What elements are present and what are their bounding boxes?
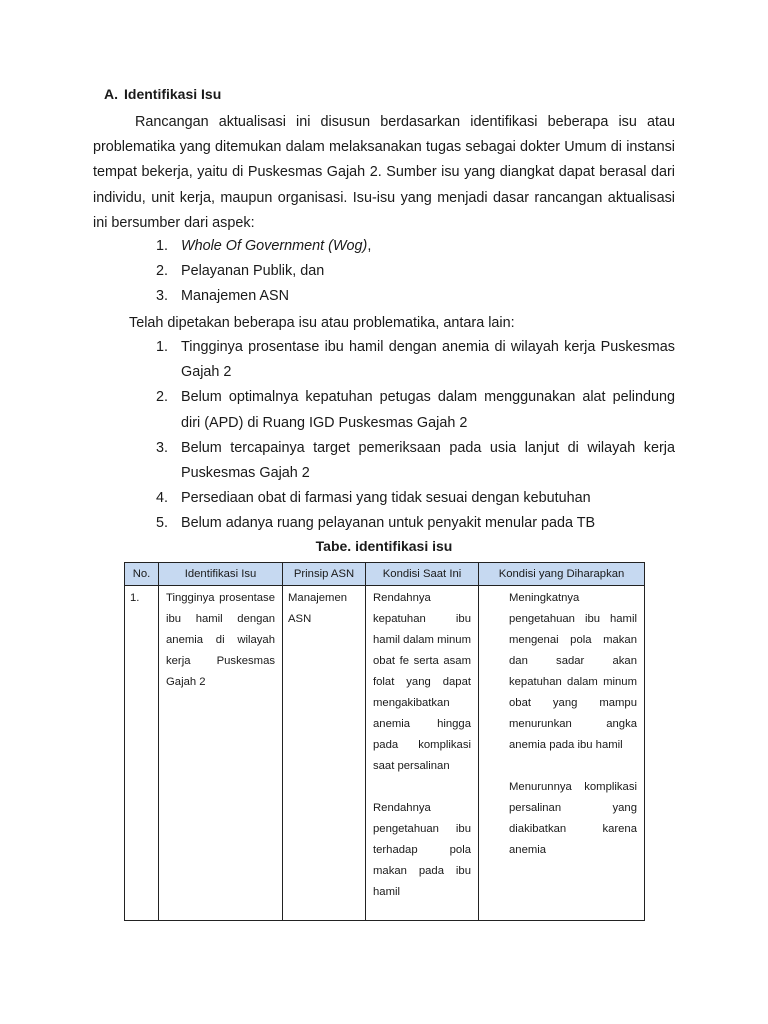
cell-kondisi-saat-ini xyxy=(366,586,479,921)
cell-identifikasi-isu: Tingginya prosentase ibu hamil dengan anemia di wilayah kerja Puskesmas Gajah 2 xyxy=(159,586,283,921)
kondisi-item: Rendahnya pengetahuan ibu terhadap pola makan pada ibu hamil xyxy=(373,802,471,898)
list-item: 1. Whole Of Government (Wog), xyxy=(156,238,372,254)
cell-prinsip-asn: Manajemen ASN xyxy=(283,586,366,921)
list-item: 5. Belum adanya ruang pelayanan untuk penyakit menular pada TB xyxy=(156,515,596,532)
header-kondisi-saat-ini: Kondisi Saat Ini xyxy=(366,563,479,586)
identifikasi-isu-table xyxy=(124,562,645,921)
aspek-list xyxy=(156,234,675,310)
section-title: Identifikasi Isu xyxy=(124,86,222,102)
table-title: Tabe. identifikasi isu xyxy=(315,538,453,554)
isu-intro: Telah dipetakan beberapa isu atau problematika, antara lain: xyxy=(129,315,515,331)
header-prinsip-asn: Prinsip ASN xyxy=(283,563,366,586)
table-row xyxy=(125,586,645,921)
cell-no: 1. xyxy=(125,586,159,921)
intro-paragraph: Rancangan aktualisasi ini disusun berdasarkan identifikasi beberapa isu atau problematika yang ditemukan dalam melaksanakan tugas sebagai dokter Umum di instansi tempat bekerja, yaitu di Puskesmas Gajah 2. Sumber isu yang diangkat dapat berasal dari individu, unit kerja, maupun organisasi. Isu-isu yang menjadi dasar rancangan aktualisasi ini bersumber dari aspek: xyxy=(93,114,675,231)
list-item: 2. Belum optimalnya kepatuhan petugas dalam menggunakan alat pelindung diri (APD) di Ruang IGD Puskesmas Gajah 2 xyxy=(156,389,675,431)
list-item: 2. Pelayanan Publik, dan xyxy=(156,263,325,280)
section-letter: A. xyxy=(104,86,118,102)
header-no: No. xyxy=(125,563,159,586)
list-item: 3. Belum tercapainya target pemeriksaan pada usia lanjut di wilayah kerja Puskesmas Gajah 2 xyxy=(156,439,675,482)
list-item: 3. Manajemen ASN xyxy=(156,288,289,305)
harapan-item: Meningkatnya pengetahuan ibu hamil mengenai pola makan dan sadar akan kepatuhan dalam minum obat yang mampu menurunkan angka anemia pada ibu hamil xyxy=(509,592,637,751)
isu-list xyxy=(156,335,675,537)
list-item: 1. Tingginya prosentase ibu hamil dengan anemia di wilayah kerja Puskesmas Gajah 2 xyxy=(156,339,675,381)
cell-kondisi-diharapkan xyxy=(479,586,645,921)
header-identifikasi-isu: Identifikasi Isu xyxy=(159,563,283,586)
section-heading xyxy=(104,86,221,102)
kondisi-item: Rendahnya kepatuhan ibu hamil dalam minum obat fe serta asam folat yang dapat mengakibatkan anemia hingga pada komplikasi saat persalinan xyxy=(373,592,471,772)
header-kondisi-diharapkan: Kondisi yang Diharapkan xyxy=(479,563,645,586)
table-header-row xyxy=(125,563,645,586)
harapan-item: Menurunnya komplikasi persalinan yang diakibatkan karena anemia xyxy=(509,781,637,856)
list-item: 4. Persediaan obat di farmasi yang tidak sesuai dengan kebutuhan xyxy=(156,490,591,507)
